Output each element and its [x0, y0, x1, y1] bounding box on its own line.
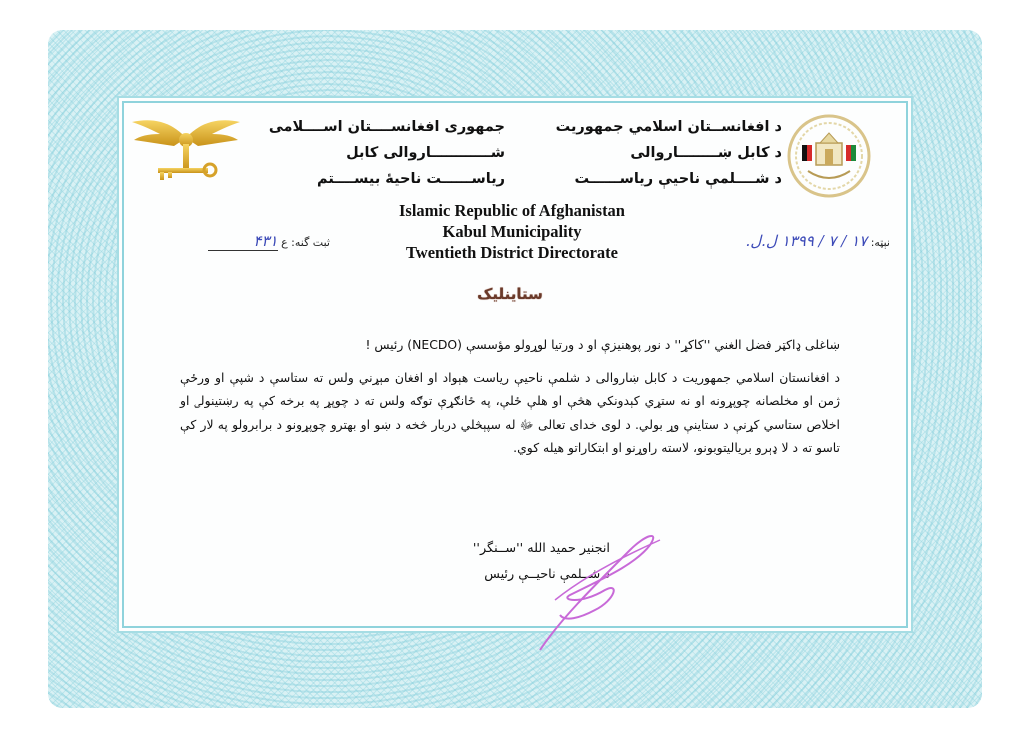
header-pashto — [510, 114, 782, 192]
date-field — [720, 232, 890, 250]
date-value: ۱۷ / ۷ / ۱۳۹۹ ل.ل. — [745, 232, 868, 250]
header-english-line-2: Kabul Municipality — [442, 222, 582, 241]
signature-icon — [520, 510, 670, 660]
registration-number: ۴۳۱ — [208, 232, 278, 251]
header-dari-line-2: شــــــــــــاروالی کابل — [346, 145, 505, 161]
appreciation-text: د افغانستان اسلامي جمهوریت د کابل ښاروالی د شلمې ناحیې ریاست هېواد او افغان مېړني ولس ته ستاسې د شپې او ورځې ژمن او مخلصانه چوپړونه او نه ستړي کېدونکي هڅې او هلې ځلې، په ځانګړې توګه ولس ته د چوپړ په برخه کې په رښتینولۍ او اخلاص ستاسي کړنې د ستاینې وړ بولي. د لوی خدای تعالی ﷻ له سپېڅلي دربار څخه د ښو او بهترو چوپړونو د برابرولو په لار کې تاسو ته د لا ډېرو بریالیتوبونو، لاسته راوړنو او ابتکاراتو هیله کوي. — [180, 369, 840, 455]
registration-label: ثبت گنه: ع — [281, 236, 330, 249]
header-dari-line-1: جمهوری افغانســــتان اســــلامی — [268, 119, 505, 135]
header-dari-line-3: ریاســــــت ناحیهٔ بیســــتم — [317, 171, 505, 187]
national-emblem-icon — [786, 113, 872, 199]
date-label: نېټه: — [870, 236, 890, 249]
header-english — [342, 200, 682, 263]
header-dari — [235, 114, 505, 192]
header-pashto-line-2: د کابل ښــــــــاروالی — [630, 145, 782, 161]
signatory-name: انجنیر حمید الله ''ســنگر'' — [472, 541, 610, 556]
header-english-line-1: Islamic Republic of Afghanistan — [399, 201, 625, 220]
signatory-title: د شــلمې ناحیــې رئیس — [484, 567, 610, 582]
certificate-body — [180, 333, 840, 460]
header-pashto-line-3: د شــــلمې ناحیې ریاســــــت — [574, 171, 782, 187]
document-title: ستاینلیک — [477, 285, 543, 303]
header-pashto-line-1: د افغانســتان اسلامي جمهوریت — [555, 119, 782, 135]
header-english-line-3: Twentieth District Directorate — [406, 243, 618, 262]
salutation: ښاغلی ډاکټر فضل الغني ''کاکړ'' د نور پوهنیزې او د ورتیا لوړولو مؤسسې (NECDO) رئیس ! — [365, 337, 840, 352]
winged-key-emblem-icon — [130, 110, 242, 188]
registration-field — [130, 232, 330, 251]
